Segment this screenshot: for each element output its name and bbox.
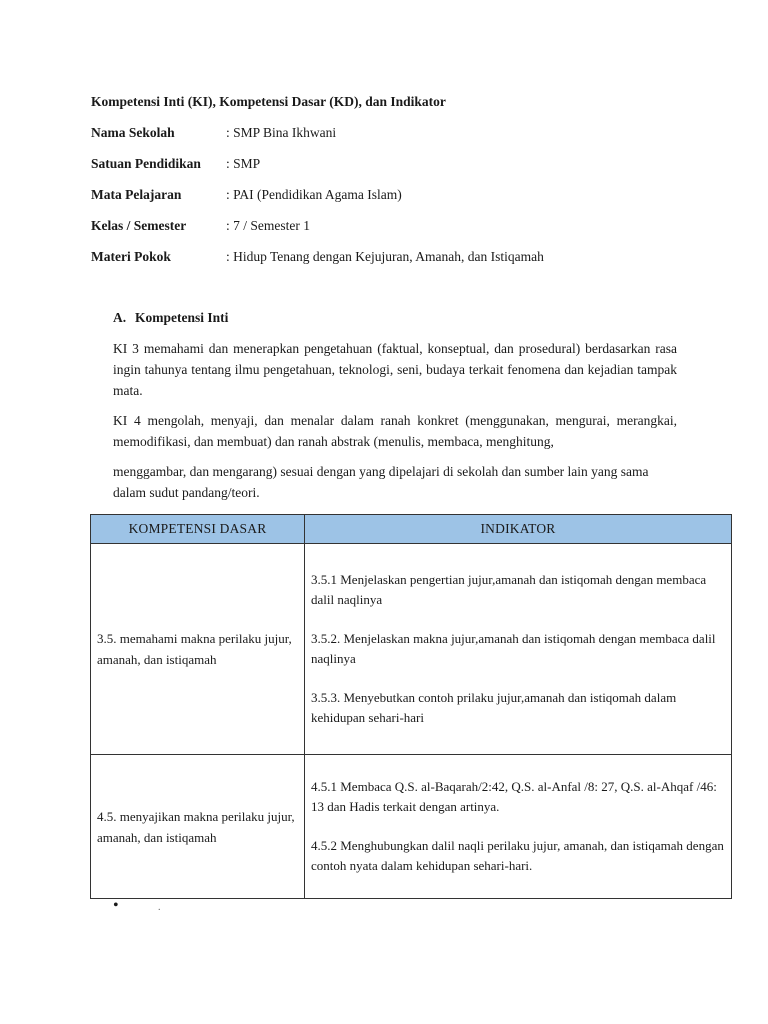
meta-value: : SMP bbox=[226, 156, 261, 171]
meta-value: : 7 / Semester 1 bbox=[226, 218, 310, 233]
competency-table bbox=[90, 514, 732, 899]
indicator-item: 4.5.2 Menghubungkan dalil naqli perilaku jujur, amanah, dan istiqamah dengan contoh nyata dalam kehidupan sehari-hari. bbox=[311, 838, 724, 873]
meta-value: : Hidup Tenang dengan Kejujuran, Amanah, dan Istiqamah bbox=[226, 249, 544, 264]
table-row bbox=[91, 755, 732, 899]
section-heading bbox=[113, 310, 228, 326]
indicator-item: 4.5.1 Membaca Q.S. al-Baqarah/2:42, Q.S. al-Anfal /8: 27, Q.S. al-Ahqaf /46: 13 dan Hadis terkait dengan artinya. bbox=[311, 779, 717, 814]
document-title: Kompetensi Inti (KI), Kompetensi Dasar (KD), dan Indikator bbox=[91, 94, 446, 109]
meta-value: : SMP Bina Ikhwani bbox=[226, 125, 337, 140]
meta-label: Nama Sekolah bbox=[91, 125, 175, 140]
ki3-paragraph: KI 3 memahami dan menerapkan pengetahuan (faktual, konseptual, dan prosedural) berdasarkan rasa ingin tahunya tentang ilmu pengetahuan, teknologi, seni, budaya terkait fenomena dan kejadian tampak mata. bbox=[113, 341, 677, 398]
indicator-item: 3.5.2. Menjelaskan makna jujur,amanah dan istiqomah dengan membaca dalil naqlinya bbox=[311, 631, 716, 666]
meta-label: Materi Pokok bbox=[91, 249, 171, 264]
meta-label: Mata Pelajaran bbox=[91, 187, 182, 202]
header-kompetensi-dasar: KOMPETENSI DASAR bbox=[91, 515, 305, 544]
table-header-row bbox=[91, 515, 732, 544]
kd-cell: 3.5. memahami makna perilaku jujur, amanah, dan istiqamah bbox=[91, 544, 305, 755]
kd-cell: 4.5. menyajikan makna perilaku jujur, amanah, dan istiqamah bbox=[91, 755, 305, 899]
meta-value: : PAI (Pendidikan Agama Islam) bbox=[226, 187, 402, 202]
trailing-dot: . bbox=[158, 902, 161, 913]
ki4-paragraph: KI 4 mengolah, menyaji, dan menalar dalam ranah konkret (menggunakan, mengurai, merangkai, memodifikasi, dan membuat) dan ranah abstrak (menulis, membaca, menghitung, bbox=[113, 413, 677, 449]
meta-label: Kelas / Semester bbox=[91, 218, 187, 233]
indicator-cell bbox=[305, 755, 732, 899]
indicator-item: 3.5.1 Menjelaskan pengertian jujur,amanah dan istiqomah dengan membaca dalil naqlinya bbox=[311, 572, 707, 607]
table-row bbox=[91, 544, 732, 755]
indicator-cell bbox=[305, 544, 732, 755]
section-heading-text: Kompetensi Inti bbox=[135, 310, 229, 325]
bullet-marker: • bbox=[113, 897, 119, 914]
header-indikator: INDIKATOR bbox=[305, 515, 732, 544]
meta-label: Satuan Pendidikan bbox=[91, 156, 201, 171]
indicator-item: 3.5.3. Menyebutkan contoh prilaku jujur,amanah dan istiqomah dalam kehidupan sehari-hari bbox=[311, 690, 677, 725]
section-number: A. bbox=[113, 310, 127, 325]
ki4-paragraph-continued: menggambar, dan mengarang) sesuai dengan yang dipelajari di sekolah dan sumber lain yang sama dalam sudut pandang/teori. bbox=[113, 464, 649, 500]
